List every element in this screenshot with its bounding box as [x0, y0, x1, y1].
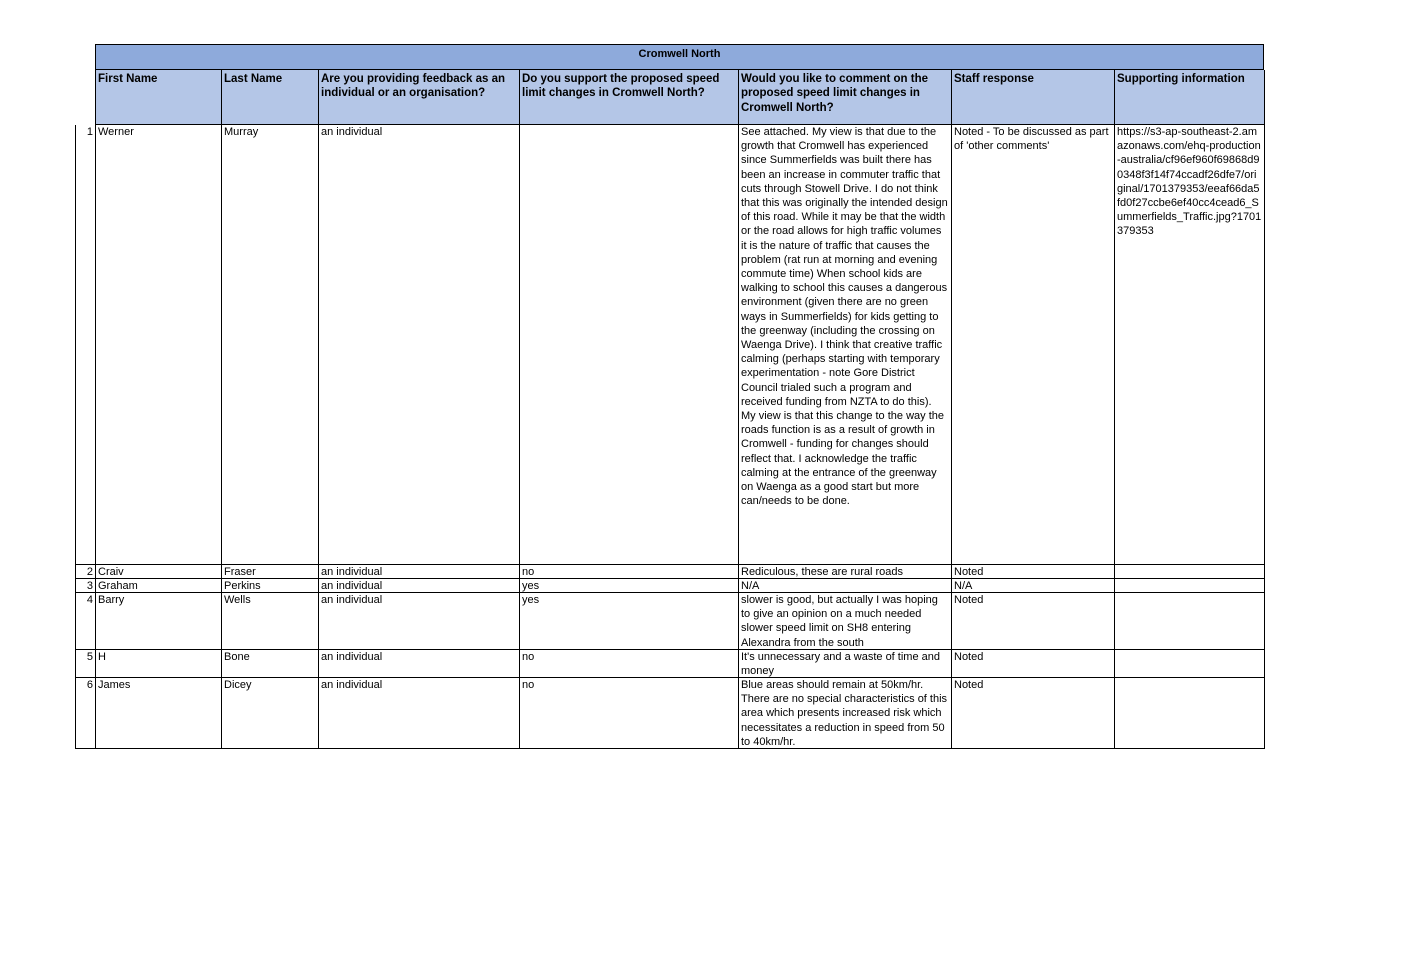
- cell-num: 3: [75, 579, 95, 593]
- cell-comment: slower is good, but actually I was hoping to give an opinion on a much needed slower speed limit on SH8 entering Alexandra from the south: [738, 593, 951, 650]
- cell-num: 2: [75, 565, 95, 579]
- cell-staff-response: N/A: [951, 579, 1114, 593]
- header-support: Do you support the proposed speed limit changes in Cromwell North?: [519, 70, 738, 125]
- cell-last-name: Perkins: [221, 579, 318, 593]
- cell-staff-response: Noted: [951, 678, 1114, 749]
- cell-support: no: [519, 565, 738, 579]
- cell-first-name: Werner: [95, 125, 221, 565]
- cell-num: 6: [75, 678, 95, 749]
- cell-support: [519, 125, 738, 565]
- cell-feedback-as: an individual: [318, 125, 519, 565]
- cell-last-name: Murray: [221, 125, 318, 565]
- cell-first-name: Graham: [95, 579, 221, 593]
- cell-num: 4: [75, 593, 95, 650]
- cell-supporting-info: [1114, 579, 1265, 593]
- cell-support: no: [519, 678, 738, 749]
- cell-first-name: H: [95, 650, 221, 678]
- cell-comment: See attached. My view is that due to the growth that Cromwell has experienced since Summerfields was built there has been an increase in commuter traffic that cuts through Stowell Drive. I do not think that this was originally the intended design of this road. While it may be that the width or the road allows for high traffic volumes it is the nature of traffic that causes the problem (rat run at morning and evening commute time) When school kids are walking to school this causes a dangerous environment (given there are no green ways in Summerfields) for kids getting to the greenway (including the crossing on Waenga Drive). I think that creative traffic calming (perhaps starting with temporary experimentation - note Gore District Council trialed such a program and received funding from NZTA to do this). My view is that this change to the way the roads function is as a result of growth in Cromwell - funding for changes should reflect that. I acknowledge the traffic calming at the entrance of the greenway on Waenga as a good start but more can/needs to be done.: [738, 125, 951, 565]
- cell-num: 5: [75, 650, 95, 678]
- cell-comment: It's unnecessary and a waste of time and money: [738, 650, 951, 678]
- cell-feedback-as: an individual: [318, 650, 519, 678]
- sheet-title: Cromwell North: [95, 44, 1264, 70]
- cell-last-name: Fraser: [221, 565, 318, 579]
- cell-supporting-info: [1114, 650, 1265, 678]
- cell-comment: Blue areas should remain at 50km/hr. There are no special characteristics of this area which presents increased risk which necessitates a reduction in speed from 50 to 40km/hr.: [738, 678, 951, 749]
- cell-support: yes: [519, 593, 738, 650]
- cell-staff-response: Noted: [951, 565, 1114, 579]
- cell-last-name: Wells: [221, 593, 318, 650]
- cell-supporting-info: [1114, 565, 1265, 579]
- cell-supporting-info: https://s3-ap-southeast-2.amazonaws.com/ehq-production-australia/cf96ef960f69868d90348f3f14f74ccadf26dfe7/original/1701379353/eeaf66da5fd0f27ccbe6ef40cc4cead6_Summerfields_Traffic.jpg?1701379353: [1114, 125, 1265, 565]
- cell-feedback-as: an individual: [318, 565, 519, 579]
- cell-first-name: Craiv: [95, 565, 221, 579]
- cell-first-name: James: [95, 678, 221, 749]
- header-feedback-as: Are you providing feedback as an individual or an organisation?: [318, 70, 519, 125]
- header-first-name: First Name: [95, 70, 221, 125]
- header-staff-response: Staff response: [951, 70, 1114, 125]
- cell-last-name: Bone: [221, 650, 318, 678]
- cell-support: yes: [519, 579, 738, 593]
- header-last-name: Last Name: [221, 70, 318, 125]
- cell-staff-response: Noted: [951, 593, 1114, 650]
- cell-feedback-as: an individual: [318, 678, 519, 749]
- cell-num: 1: [75, 125, 95, 565]
- cell-feedback-as: an individual: [318, 593, 519, 650]
- cell-first-name: Barry: [95, 593, 221, 650]
- cell-comment: Rediculous, these are rural roads: [738, 565, 951, 579]
- cell-last-name: Dicey: [221, 678, 318, 749]
- cell-supporting-info: [1114, 678, 1265, 749]
- header-comment: Would you like to comment on the proposed speed limit changes in Cromwell North?: [738, 70, 951, 125]
- cell-support: no: [519, 650, 738, 678]
- header-supporting-info: Supporting information: [1114, 70, 1265, 125]
- cell-supporting-info: [1114, 593, 1265, 650]
- cell-staff-response: Noted: [951, 650, 1114, 678]
- cell-staff-response: Noted - To be discussed as part of 'other comments': [951, 125, 1114, 565]
- cell-feedback-as: an individual: [318, 579, 519, 593]
- cell-comment: N/A: [738, 579, 951, 593]
